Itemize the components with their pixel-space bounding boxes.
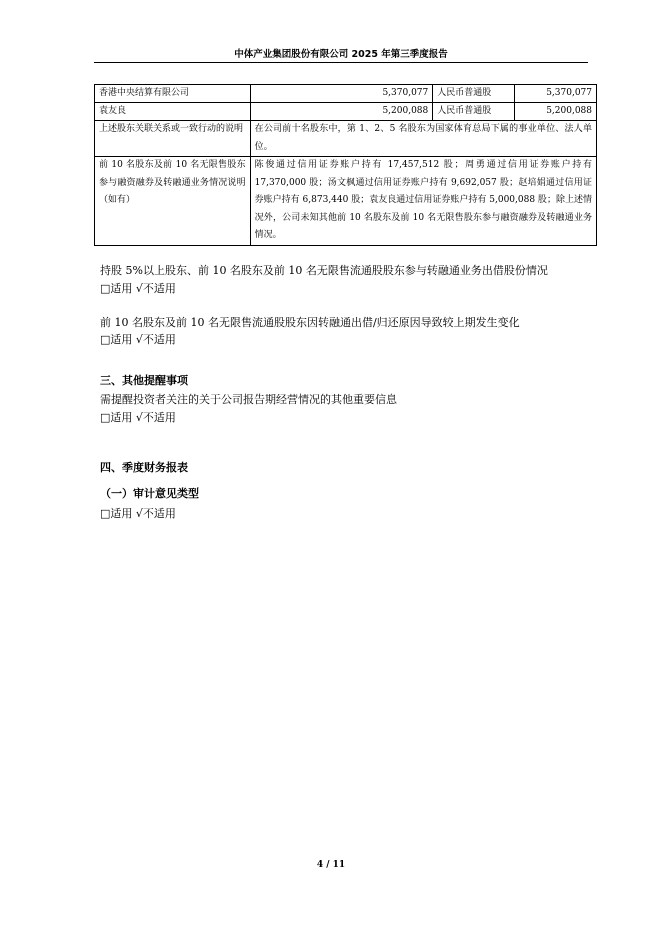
table-row (95, 85, 597, 103)
shareholder-table (94, 84, 597, 246)
lending-title: 持股 5%以上股东、前 10 名股东及前 10 名无限售流通股股东参与转融通业务出借股份情况 (100, 264, 548, 277)
shares-held: 5,370,077 (250, 85, 433, 103)
other-text: 需提醒投资者关注的关于公司报告期经营情况的其他重要信息 (100, 393, 397, 406)
audit-heading: （一）审计意见类型 (100, 487, 199, 500)
table-row (95, 121, 597, 157)
audit-option: □适用 √不适用 (100, 507, 176, 520)
share-type: 人民币普通股 (433, 85, 515, 103)
shareholder-name: 香港中央结算有限公司 (95, 85, 251, 103)
other-option: □适用 √不适用 (100, 411, 176, 424)
lending-option: □适用 √不适用 (100, 282, 176, 295)
relation-label: 上述股东关联关系或一致行动的说明 (95, 121, 251, 157)
shares-held: 5,200,088 (250, 103, 433, 121)
table-row (95, 103, 597, 121)
share-amount: 5,370,077 (515, 85, 597, 103)
change-option: □适用 √不适用 (100, 333, 176, 346)
financial-heading: 四、季度财务报表 (100, 461, 188, 474)
page-header-title: 中体产业集团股份有限公司 2025 年第三季度报告 (234, 49, 448, 60)
change-title: 前 10 名股东及前 10 名无限售流通股股东因转融通出借/归还原因导致较上期发生变化 (100, 316, 520, 329)
margin-text: 陈俊通过信用证券账户持有 17,457,512 股；周勇通过信用证券账户持有 17,370,000 股；汤文枫通过信用证券账户持有 9,692,057 股；赵培娟通过信用证券账户持有 6,873,440 股；袁友良通过信用证券账户持有 5,000,088 股；除上述情况外，公司未知其他前 10 名股东及前 10 名无限售股东参与融资融券及转融通业务情况。 (250, 157, 596, 246)
share-amount: 5,200,088 (515, 103, 597, 121)
page-number: 4 / 11 (316, 860, 346, 870)
margin-label: 前 10 名股东及前 10 名无限售股东参与融资融券及转融通业务情况说明（如有） (95, 157, 251, 246)
header-divider (94, 62, 588, 63)
shareholder-name: 袁友良 (95, 103, 251, 121)
other-heading: 三、其他提醒事项 (100, 374, 188, 387)
share-type: 人民币普通股 (433, 103, 515, 121)
table-row (95, 157, 597, 246)
relation-text: 在公司前十名股东中，第 1、2、5 名股东为国家体育总局下属的事业单位、法人单位。 (250, 121, 596, 157)
